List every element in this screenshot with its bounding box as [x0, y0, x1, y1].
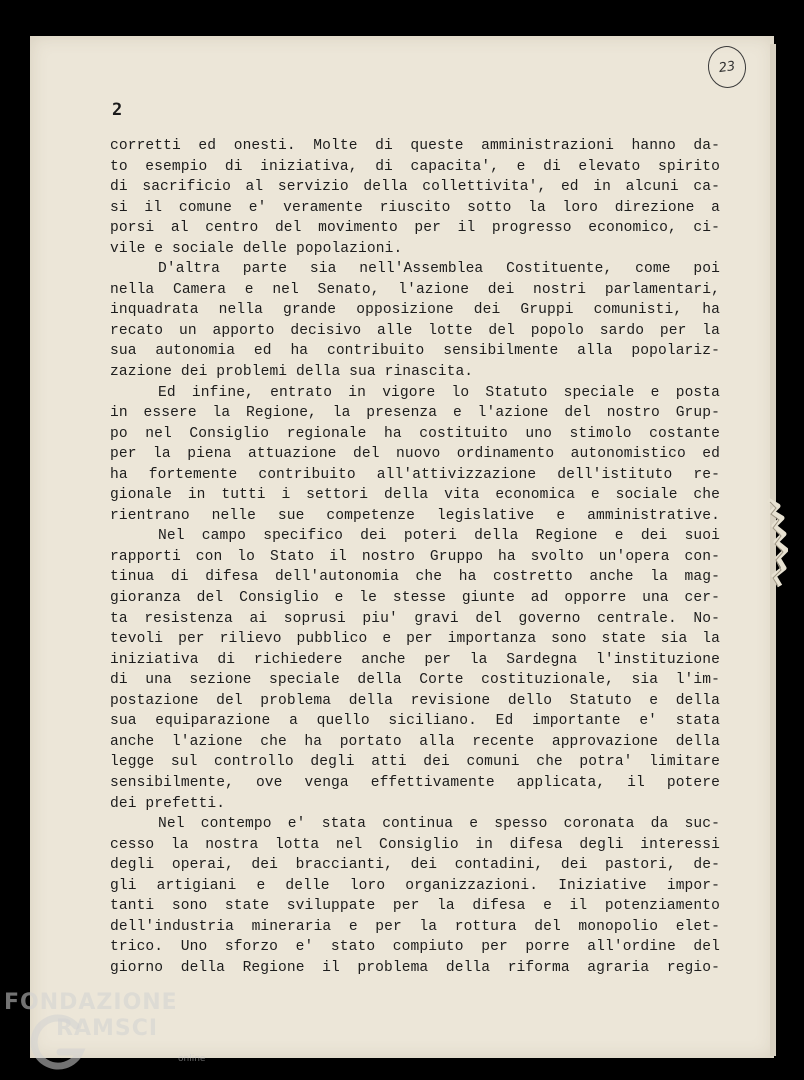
text-line: ta resistenza ai soprusi piu' gravi del governo centrale. No-: [110, 610, 720, 627]
page-number: 2: [112, 100, 123, 120]
text-line: per la piena attuazione del nuovo ordinamento autonomistico ed: [110, 446, 720, 463]
text-line: corretti ed onesti. Molte di queste amministrazioni hanno da-: [110, 138, 720, 154]
text-line: si il comune e' veramente riuscito sotto la loro direzione a: [110, 199, 720, 216]
text-line: zazione dei problemi della sua rinascita.: [110, 364, 474, 381]
text-line: dei prefetti.: [110, 795, 226, 812]
text-line: vile e sociale delle popolazioni.: [110, 240, 403, 257]
text-line: giorno della Regione il problema della riforma agraria regio-: [110, 959, 720, 976]
text-line: gionale in tutti i settori della vita economica e sociale che: [110, 487, 720, 504]
text-line: degli operai, dei braccianti, dei contadini, dei pastori, de-: [110, 857, 720, 874]
text-line: cesso la nostra lotta nel Consiglio in difesa degli interessi: [110, 836, 720, 853]
text-line: iniziativa di richiedere anche per la Sardegna l'instituzione: [110, 651, 720, 668]
watermark-line1: FONDAZIONE: [4, 990, 178, 1015]
text-line: to esempio di iniziativa, di capacita', e di elevato spirito: [110, 158, 720, 175]
text-line: rientrano nelle sue competenze legislative e amministrative.: [110, 507, 720, 524]
text-line: anche l'azione che ha portato alla recente approvazione della: [110, 733, 720, 750]
text-line: D'altra parte sia nell'Assemblea Costituente, come poi: [158, 261, 720, 278]
text-line: nella Camera e nel Senato, l'azione dei nostri parlamentari,: [110, 281, 720, 298]
text-line: gioranza del Consiglio e le stesse giunte ad opporre una cer-: [110, 590, 720, 607]
text-line: tanti sono state sviluppate per la difesa e il potenziamento: [110, 898, 720, 915]
text-line: po nel Consiglio regionale ha costituito uno stimolo costante: [110, 425, 720, 442]
torn-edge-icon: [764, 498, 788, 588]
body-text: [110, 136, 720, 978]
watermark-sub: online: [178, 1054, 206, 1064]
text-line: in essere la Regione, la presenza e l'azione del nostro Grup-: [110, 405, 720, 422]
text-line: dell'industria mineraria e per la rottura del monopolio elet-: [110, 918, 720, 935]
text-line: Ed infine, entrato in vigore lo Statuto speciale e posta: [158, 384, 720, 401]
text-line: sua autonomia ed ha contribuito sensibilmente alla popolariz-: [110, 343, 720, 360]
text-line: rapporti con lo Stato il nostro Gruppo ha svolto un'opera con-: [110, 548, 720, 565]
watermark-line2: RAMSCI: [56, 1016, 159, 1041]
text-line: sua equiparazione a quello siciliano. Ed importante e' stata: [110, 713, 720, 730]
text-line: postazione del problema della revisione dello Statuto e della: [110, 692, 720, 709]
text-line: di una sezione speciale della Corte costituzionale, sia l'im-: [110, 672, 720, 689]
text-line: tinua di difesa dell'autonomia che ha costretto anche la mag-: [110, 569, 720, 586]
text-line: Nel campo specifico dei poteri della Regione e dei suoi: [158, 528, 720, 545]
text-line: trico. Uno sforzo e' stato compiuto per porre all'ordine del: [110, 939, 720, 956]
text-line: ha fortemente contribuito all'attivizzazione dell'istituto re-: [110, 466, 720, 483]
text-line: sensibilmente, ove venga effettivamente applicata, il potere: [110, 774, 720, 791]
text-line: di sacrificio al servizio della collettivita', ed in alcuni ca-: [110, 179, 720, 196]
text-line: porsi al centro del movimento per il progresso economico, ci-: [110, 220, 720, 237]
archive-number: 23: [717, 58, 737, 76]
text-line: Nel contempo e' stata continua e spesso coronata da suc-: [158, 816, 720, 833]
text-line: tevoli per rilievo pubblico e per importanza sono state sia la: [110, 631, 720, 648]
text-line: recato un apporto decisivo alle lotte del popolo sardo per la: [110, 322, 720, 339]
text-line: legge sul controllo degli atti dei comuni che potra' limitare: [110, 754, 720, 771]
text-line: inquadrata nella grande opposizione dei Gruppi comunisti, ha: [110, 302, 720, 319]
text-line: gli artigiani e delle loro organizzazioni. Iniziative impor-: [110, 877, 720, 894]
watermark: [4, 992, 178, 1040]
